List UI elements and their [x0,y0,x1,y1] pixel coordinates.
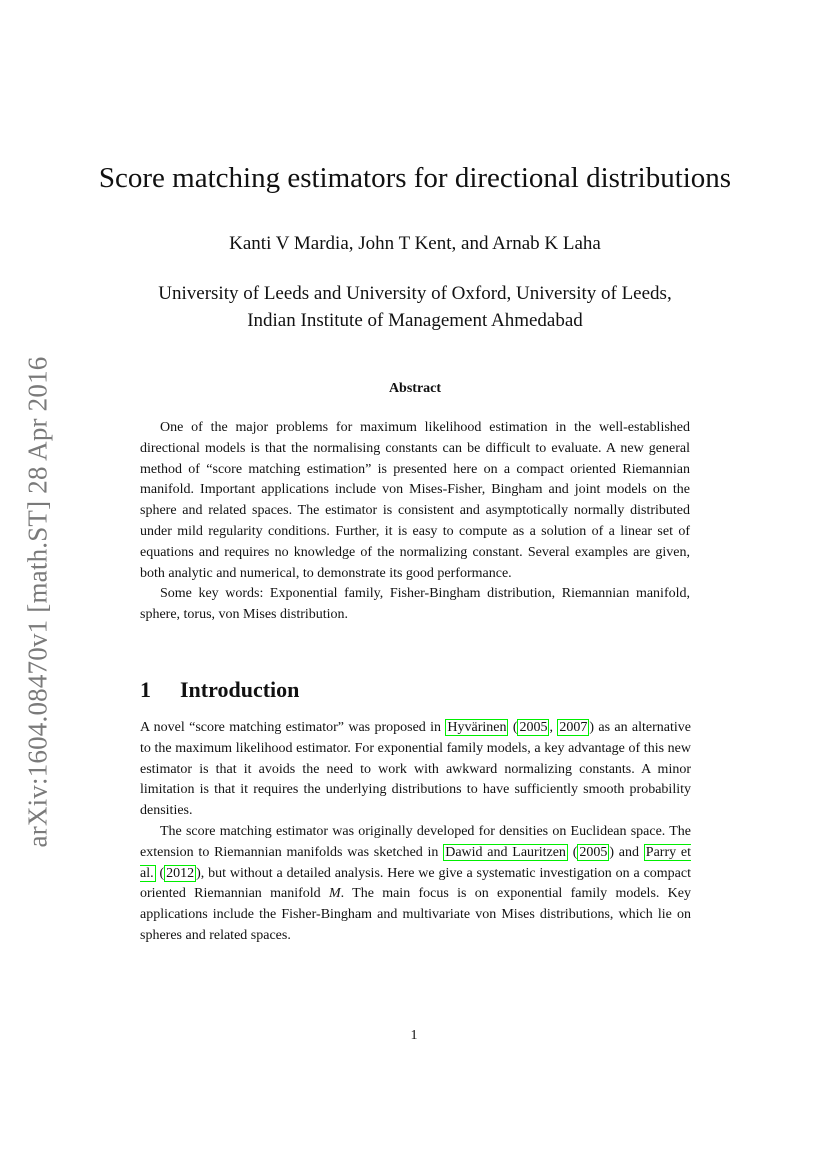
section-heading [140,676,299,704]
citation-link[interactable]: Hyvärinen [447,720,507,735]
citation-link[interactable]: Parry et al. [140,844,691,881]
affiliation-line-2: Indian Institute of Management Ahmedabad [247,310,583,331]
citation-link[interactable]: 2005 [519,720,548,735]
citation-link[interactable]: 2005 [579,844,608,860]
text-run: ), but without a detailed analysis. Here we give a systematic investigation on a compact oriented Riemannian manifold [140,865,691,902]
citation-link[interactable]: Dawid and Lauritzen [445,844,566,860]
intro-paragraph-2 [140,822,691,947]
citation-link[interactable]: 2007 [559,720,588,735]
text-run: ( [508,720,518,735]
keywords: Some key words: Exponential family, Fisher-Bingham distribution, Riemannian manifold, sphere, torus, von Mises distribution. [140,586,690,623]
intro-paragraph-1 [140,718,691,822]
text-run: ( [155,865,165,881]
text-run: The score matching estimator was originally developed for densities on Euclidean space. The extension to Riemannian manifolds was sketched in [140,823,691,860]
affiliation-line-1: University of Leeds and University of Oxford, University of Leeds, [158,283,672,304]
section-number: 1 [140,677,151,702]
paper-title: Score matching estimators for directional distributions [98,162,732,194]
introduction-body [140,718,691,947]
abstract-body: One of the major problems for maximum likelihood estimation in the well-established directional models is that the normalising constants can be difficult to evaluate. A new general method of “score matching estimation” is presented here on a compact oriented Riemannian manifold. Important applications include von Mises-Fisher, Bingham and joint models on the sphere and related spaces. The estimator is consistent and asymptotically normally distributed under mild regularity conditions. Further, it is easy to compute as a solution of a linear set of equations and requires no knowledge of the normalizing constant. Several examples are given, both analytic and numerical, to demonstrate its good performance. [140,420,690,581]
citation-link[interactable]: 2012 [166,865,195,881]
affiliation [60,280,770,334]
author-list: Kanti V Mardia, John T Kent, and Arnab K Laha [229,233,601,254]
abstract-heading: Abstract [388,381,442,396]
section-title: Introduction [180,677,300,702]
arxiv-identifier: arXiv:1604.08470v1 [math.ST] 28 Apr 2016 [22,356,53,848]
page-number: 1 [410,1028,418,1043]
text-run: A novel “score matching estimator” was proposed in [140,720,446,735]
text-run: . The main focus is on exponential family models. Key applications include the Fisher-Bingham and multivariate von Mises distributions, which lie on spheres and related spaces. [140,886,691,943]
text-run: ) as an alternative to the maximum likelihood estimator. For exponential family models, a key advantage of this new estimator is that it avoids the need to work with awkward normalizing constants. A minor limitation is that it requires the underlying distributions to have sufficiently smooth probability densities. [140,720,692,819]
text-run: , [549,720,558,735]
text-run: ) and [609,844,644,860]
math-variable: M [328,886,341,902]
abstract [140,418,690,626]
text-run: ( [567,844,578,860]
